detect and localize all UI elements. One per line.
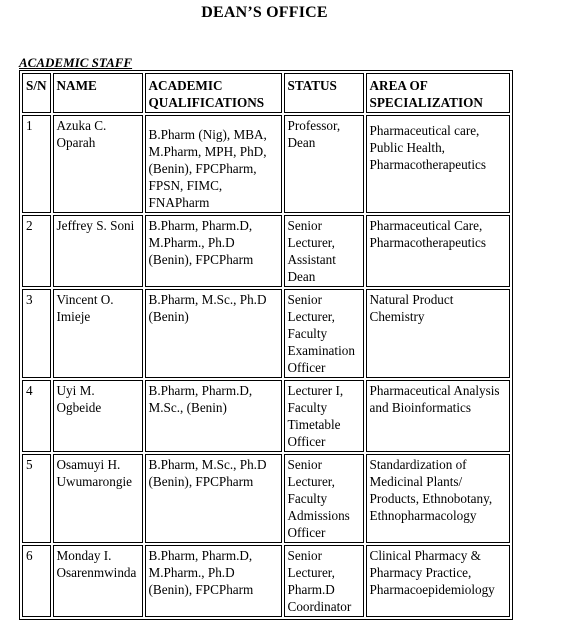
cell-name: Osamuyi H. Uwumarongie <box>53 454 143 543</box>
cell-status: Senior Lecturer, Faculty Admissions Officer <box>284 454 364 543</box>
staff-table <box>19 70 513 620</box>
cell-sn: 2 <box>22 215 51 287</box>
header-sn: S/N <box>22 73 51 113</box>
cell-area: Pharmaceutical Care, Pharmacotherapeutics <box>366 215 510 287</box>
cell-name: Uyi M. Ogbeide <box>53 380 143 452</box>
table-row <box>22 380 510 452</box>
cell-area: Standardization of Medicinal Plants/ Products, Ethnobotany, Ethnopharmacology <box>366 454 510 543</box>
cell-status: Professor, Dean <box>284 115 364 213</box>
header-name: NAME <box>53 73 143 113</box>
cell-name: Azuka C. Oparah <box>53 115 143 213</box>
cell-qualifications: B.Pharm, M.Sc., Ph.D (Benin), FPCPharm <box>145 454 282 543</box>
cell-status: Senior Lecturer, Assistant Dean <box>284 215 364 287</box>
table-header-row <box>22 73 510 113</box>
table-row <box>22 115 510 213</box>
cell-sn: 4 <box>22 380 51 452</box>
cell-qualifications: B.Pharm, Pharm.D, M.Sc., (Benin) <box>145 380 282 452</box>
cell-name: Vincent O. Imieje <box>53 289 143 378</box>
cell-qualifications: B.Pharm, M.Sc., Ph.D (Benin) <box>145 289 282 378</box>
cell-qualifications: B.Pharm, Pharm.D, M.Pharm., Ph.D (Benin), FPCPharm <box>145 545 282 617</box>
header-qualifications: ACADEMIC QUALIFICATIONS <box>145 73 282 113</box>
section-heading: ACADEMIC STAFF <box>19 55 133 70</box>
cell-qualifications: B.Pharm, Pharm.D, M.Pharm., Ph.D (Benin), FPCPharm <box>145 215 282 287</box>
cell-sn: 3 <box>22 289 51 378</box>
table-row <box>22 545 510 617</box>
cell-name: Jeffrey S. Soni <box>53 215 143 287</box>
table-row <box>22 289 510 378</box>
cell-area: Pharmaceutical Analysis and Bioinformatics <box>366 380 510 452</box>
cell-sn: 6 <box>22 545 51 617</box>
cell-area: Clinical Pharmacy & Pharmacy Practice, Pharmacoepidemiology <box>366 545 510 617</box>
cell-status: Senior Lecturer, Faculty Examination Officer <box>284 289 364 378</box>
cell-area: Pharmaceutical care, Public Health, Pharmacotherapeutics <box>366 115 510 213</box>
cell-sn: 5 <box>22 454 51 543</box>
cell-sn: 1 <box>22 115 51 213</box>
cell-name: Monday I. Osarenmwinda <box>53 545 143 617</box>
table-row <box>22 454 510 543</box>
cell-status: Senior Lecturer, Pharm.D Coordinator <box>284 545 364 617</box>
cell-qualifications: B.Pharm (Nig), MBA, M.Pharm, MPH, PhD, (Benin), FPCPharm, FPSN, FIMC, FNAPharm <box>145 115 282 213</box>
table-row <box>22 215 510 287</box>
cell-area: Natural Product Chemistry <box>366 289 510 378</box>
cell-status: Lecturer I, Faculty Timetable Officer <box>284 380 364 452</box>
header-area: AREA OF SPECIALIZATION <box>366 73 510 113</box>
page-title: DEAN’S OFFICE <box>201 4 328 21</box>
header-status: STATUS <box>284 73 364 113</box>
